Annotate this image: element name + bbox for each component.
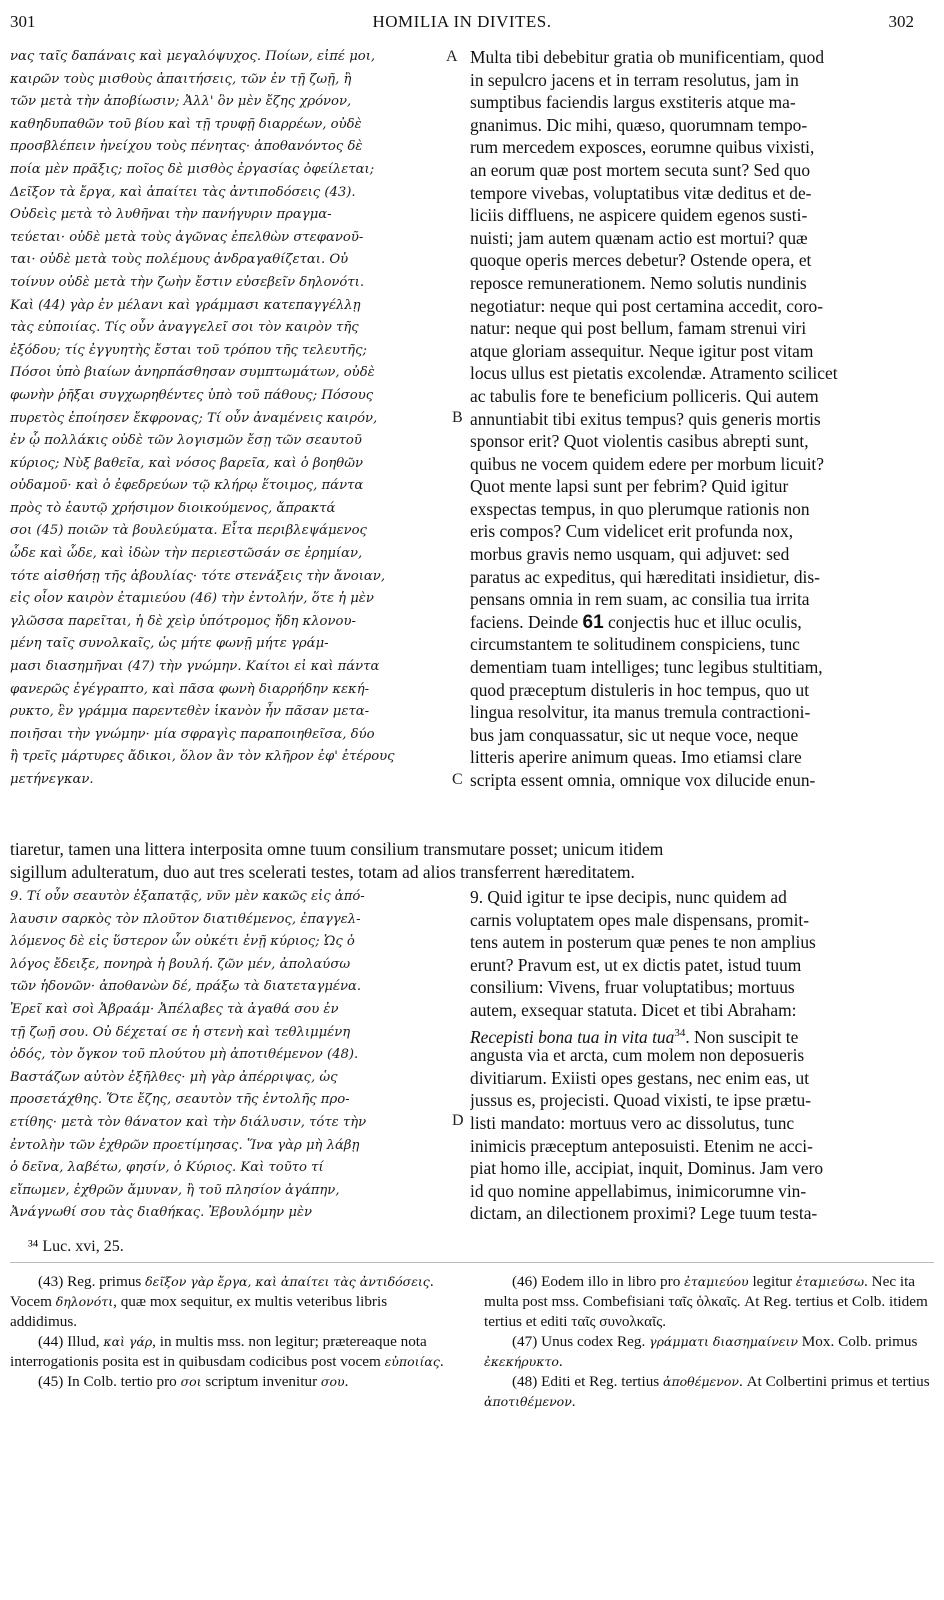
footnotes-left	[10, 1272, 450, 1392]
full-width-line: tiaretur, tamen una littera interposita omne tuum consilium transmutare posset; unicum itidem	[10, 839, 664, 859]
footnote-greek: σοι	[180, 1374, 202, 1389]
latin-line-text: litteris aperire animum queas. Imo etiamsi clare	[470, 747, 802, 768]
latin-line-text: morbus gravis nemo usquam, qui adjuvet: sed	[470, 544, 790, 565]
footnote-text: Mox. Colb. primus	[798, 1333, 918, 1350]
greek-line: τοίνυν οὐδὲ μετὰ τὴν ζωὴν ἔστιν εὐσεβεῖν δηλονότι.	[10, 274, 365, 290]
latin-line: jussus es, projecisti. Quoad vixisti, te ipse prætu-	[470, 1090, 812, 1111]
latin-line	[470, 204, 930, 227]
greek-line: εἰς οἷον καιρὸν ἐταμιεύου (46) τὴν ἐντολήν, ὅτε ἡ μὲν	[10, 591, 374, 607]
latin-line-text: scripta essent omnia, omnique vox dilucide enun-	[470, 770, 816, 790]
greek-line: τῶν μετὰ τὴν ἀποβίωσιν; Ἀλλ' ὃν μὲν ἔζης χρόνον,	[10, 94, 352, 110]
footnote-text: . Vocem	[10, 1273, 434, 1310]
latin-line	[470, 295, 930, 318]
footnote-text: (45) In Colb. tertio pro	[38, 1373, 181, 1390]
greek-line: τῶν ἡδονῶν· ἀποθανὼν δέ, πράξω τὰ διατεταγμένα.	[10, 979, 362, 995]
column-number: 61	[582, 611, 604, 633]
greek-line: τὰς εὐποιίας. Τίς οὖν ἀναγγελεῖ σοι τὸν καιρὸν τῆς	[10, 320, 359, 336]
greek-column-top	[10, 46, 450, 792]
latin-line	[470, 249, 930, 272]
full-width-line: sigillum adulteratum, duo aut tres scelerati testes, totam ad alios transferrent hæreditatem.	[10, 862, 635, 882]
latin-line: 9. Quid igitur te ipse decipis, nunc quidem ad	[470, 887, 787, 907]
greek-line: 9. Τί οὖν σεαυτὸν ἐξαπατᾷς, νῦν μὲν κακῶς εἰς ἀπό-	[10, 889, 365, 904]
latin-line	[470, 588, 930, 611]
latin-line: erunt? Pravum est, ut ex dictis patet, istud tuum	[470, 954, 802, 975]
footnote-text: . Nec ita multa post mss. Combefisiani ταῖς ὁλκαῖς. At Reg. tertius et Colb. itidem tertius et editi ταῖς συνολκαῖς.	[484, 1273, 928, 1330]
latin-line	[470, 340, 930, 363]
footnote	[10, 1272, 450, 1332]
greek-line: λόμενος δὲ εἰς ὕστερον ὧν οὐκέτι ἐνῇ κύριος; Ὡς ὁ	[10, 934, 355, 950]
latin-line-text: dementiam tuam intelliges; tunc legibus stultitiam,	[470, 657, 823, 678]
margin-marker-b: B	[452, 409, 463, 426]
page-number-right: 302	[888, 12, 914, 31]
latin-line-text: Quot mente lapsi sunt per febrim? Quid igitur	[470, 476, 789, 497]
footnote-greek: εὐποιίας	[384, 1354, 440, 1369]
greek-line: μετήνεγκαν.	[10, 772, 94, 787]
greek-line: καθηδυπαθῶν τοῦ βίου καὶ τῇ τρυφῇ διαρρέων, οὐδὲ	[10, 116, 362, 132]
greek-line: ἐξόδου; τίς ἐγγυητὴς ἔσται τοῦ τρόπου τῆς τελευτῆς;	[10, 342, 367, 358]
latin-line	[470, 182, 930, 205]
footnote	[10, 1332, 450, 1372]
latin-line	[470, 656, 930, 679]
footnote-text: legitur	[748, 1273, 796, 1290]
greek-line: ἢ τρεῖς μάρτυρες ἄδικοι, ὅλον ἂν τὸν κλῆρον ἐφ' ἑτέρους	[10, 749, 395, 765]
running-title: HOMILIA IN DIVITES.	[372, 12, 552, 31]
scripture-quote: Recepisti bona tua in vita tua	[470, 1026, 675, 1047]
latin-line	[470, 408, 930, 431]
latin-line-text: ac tabulis fore te beneficium polliceris. Qui autem	[470, 385, 819, 406]
greek-line: τεύεται· οὐδὲ μετὰ τοὺς ἀγῶνας ἐπελθὼν στεφανοῦ-	[10, 229, 364, 245]
latin-line	[470, 566, 930, 589]
latin-line	[470, 46, 930, 69]
latin-line: autem, exsequar statuta. Dicet et tibi Abraham:	[470, 999, 797, 1020]
footnote-greek: καὶ γάρ	[103, 1334, 153, 1349]
greek-line: μασι διασημῆναι (47) τὴν γνώμην. Καίτοι εἰ καὶ πάντα	[10, 659, 380, 675]
latin-line-text: pensans omnia in rem suam, ac consilia tua irrita	[470, 589, 810, 610]
page-number-left: 301	[10, 12, 36, 31]
latin-line: dictam, an dilectionem proximi? Lege tuum testa-	[470, 1203, 818, 1224]
footnote-text: , in multis mss. non legitur; prætereaque nota interrogationis posita est in quibusdam codicibus post vocem	[10, 1333, 427, 1370]
latin-line-text: Multa tibi debebitur gratia ob munificentiam, quod	[470, 47, 825, 67]
greek-line: προσετάχθης. Ὅτε ἔζης, σεαυτὸν τῆς ἐντολῆς προ-	[10, 1092, 350, 1108]
latin-line	[470, 701, 930, 724]
latin-line: tens autem in posterum quæ penes te non amplius	[470, 932, 816, 953]
latin-line	[470, 746, 930, 769]
greek-line: ὧδε καὶ ὧδε, καὶ ἰδὼν τὴν περιεστῶσάν σε ἐρημίαν,	[10, 546, 363, 562]
latin-line	[470, 769, 930, 792]
latin-line	[470, 543, 930, 566]
latin-line-text: faciens. Deinde	[470, 611, 579, 632]
footnote	[484, 1372, 934, 1412]
footnote-text: .	[439, 1353, 444, 1370]
greek-line: τότε αἰσθήσῃ τῆς ἀβουλίας· τότε στενάξεις τὴν ἄνοιαν,	[10, 568, 386, 584]
footnote-rule	[10, 1262, 934, 1263]
greek-line: μένη ταῖς συνολκαῖς, ὡς μήτε φωνῇ μήτε γράμ-	[10, 636, 329, 652]
footnote-greek: ἐταμιεύσω	[795, 1274, 865, 1289]
footnote-text: , quæ mox sequitur, ex multis veteribus libris addidimus.	[10, 1293, 388, 1330]
footnote	[10, 1372, 450, 1392]
greek-line: φανερῶς ἐγέγραπτο, καὶ πᾶσα φωνὴ διαρρήδην κεκή-	[10, 681, 370, 697]
footnote-text: .	[344, 1373, 349, 1390]
latin-line-text: . Non suscipit te	[685, 1026, 799, 1047]
latin-line-text: locus ullus est pietatis excolendæ. Atramento scilicet	[470, 363, 838, 384]
latin-line-text: bus jam conquassatur, sic ut neque voce, neque	[470, 724, 799, 745]
greek-line: Πόσοι ὑπὸ βιαίων ἀνηρπάσθησαν συμπτωμάτων, οὐδὲ	[10, 365, 375, 381]
latin-line-text: eris compos? Cum videlicet erit profunda nox,	[470, 521, 794, 542]
greek-line: εἴπωμεν, ἐχθρῶν ἄμυναν, ἢ τοῦ πλησίον ἀγάπην,	[10, 1182, 340, 1198]
latin-line	[470, 69, 930, 92]
latin-line	[470, 633, 930, 656]
footnote	[484, 1332, 934, 1372]
scripture-reference: ³⁴ Luc. xvi, 25.	[28, 1238, 124, 1255]
footnote-greek: ἐκεκήρυκτο	[484, 1354, 559, 1369]
latin-line-text: gnanimus. Dic mihi, quæso, quorumnam tempo-	[470, 114, 808, 135]
footnote	[484, 1272, 934, 1332]
latin-line	[470, 724, 930, 747]
latin-line	[470, 475, 930, 498]
latin-line-text: in sepulcro jacens et in terram resolutus, jam in	[470, 69, 799, 90]
greek-line: νας ταῖς δαπάναις καὶ μεγαλόψυχος. Ποίων, εἰπέ μοι,	[10, 49, 376, 64]
running-header	[10, 12, 914, 38]
greek-line: ὁ δεῖνα, λαβέτω, φησίν, ὁ Κύριος. Καὶ τοῦτο τί	[10, 1160, 324, 1176]
latin-line-text: sponsor erit? Quot violentis casibus abrepti sunt,	[470, 431, 809, 452]
greek-line: ἐν ᾧ πολλάκις οὐδὲ τῶν λογισμῶν ἔσῃ τῶν σεαυτοῦ	[10, 433, 362, 449]
latin-line-text: quod præceptum distuleris in hoc tempus, quo ut	[470, 679, 810, 700]
greek-line: Βαστάζων αὐτὸν ἐξῆλθες· μὴ γὰρ ἀπέρριψας, ὡς	[10, 1069, 338, 1085]
latin-line-text: atque gloriam assequitur. Neque igitur post vitam	[470, 340, 814, 361]
margin-marker-d: D	[452, 1112, 464, 1129]
latin-line: inimicis præceptum anteposuisti. Etenim ne acci-	[470, 1135, 813, 1156]
latin-line: angusta via et arcta, cum molem non deposueris	[470, 1045, 805, 1066]
latin-line-text: liciis diffluens, ne aspicere quidem egenos susti-	[470, 205, 808, 226]
latin-line	[470, 1022, 930, 1045]
latin-line: consilium: Vivens, fruar voluptatibus; mortuus	[470, 977, 795, 998]
footnote-text: (47) Unus codex Reg.	[512, 1333, 650, 1350]
latin-line	[470, 227, 930, 250]
latin-line-text: nuisti; jam autem quænam actio est mortui? quæ	[470, 227, 808, 248]
margin-marker-a: A	[446, 48, 458, 65]
greek-line: ρυκτο, ἓν γράμμα παρεντεθὲν ἱκανὸν ἦν πᾶσαν μετα-	[10, 704, 370, 720]
latin-line	[470, 679, 930, 702]
footnote-text: scriptum invenitur	[201, 1373, 321, 1390]
greek-line: Καὶ (44) γὰρ ἐν μέλανι καὶ γράμμασι κατεπαγγέλλῃ	[10, 297, 361, 313]
footnote-text: (46) Eodem illo in libro pro	[512, 1273, 685, 1290]
greek-line: προσβλέπειν ἠνείχου τοὺς πένητας· ἀποθανόντος δὲ	[10, 139, 363, 155]
greek-line: πρὸς τὸ ἑαυτῷ χρήσιμον διοικούμενος, ἄπρακτά	[10, 500, 336, 516]
latin-line	[470, 317, 930, 340]
greek-line: καιρῶν τοὺς μισθοὺς ἀπαιτήσεις, τῶν ἐν τῇ ζωῇ, ἢ	[10, 71, 352, 87]
latin-line: carnis voluptatem opes male dispensans, promit-	[470, 909, 810, 930]
latin-line-text: natur: neque qui post bellum, famam strenui viri	[470, 318, 807, 339]
latin-line-text: quoque operis merces debetur? Ostende opera, et	[470, 250, 812, 271]
latin-line	[470, 91, 930, 114]
footnote-greek: γράμματι διασημαίνειν	[649, 1334, 798, 1349]
footnote-text: . At Colbertini primus et tertius	[738, 1373, 930, 1390]
greek-line: ετίθης· μετὰ τὸν θάνατον καὶ τὴν διάλυσιν, τότε τὴν	[10, 1114, 367, 1130]
latin-line-text: paratus ac expeditus, qui hæreditati insidietur, dis-	[470, 566, 820, 587]
latin-line-text: annuntiabit tibi exitus tempus? quis generis mortis	[470, 408, 821, 429]
footnote-text: (43) Reg. primus	[38, 1273, 146, 1290]
footnote-text: (44) Illud,	[38, 1333, 104, 1350]
footnote-text: (48) Editi et Reg. tertius	[512, 1373, 663, 1390]
greek-column-bottom	[10, 886, 450, 1225]
latin-line: listi mandato: mortuus vero ac dissolutus, tunc	[470, 1112, 795, 1133]
latin-line	[470, 498, 930, 521]
latin-line-text: quibus ne vocem quidem edere per morbum licuit?	[470, 453, 824, 474]
latin-line	[470, 272, 930, 295]
greek-line: Ἀνάγνωθί σου τὰς διαθήκας. Ἐβουλόμην μὲν	[10, 1205, 312, 1221]
greek-line: λόγος ἔδειξε, πονηρὰ ἡ βουλή. ζῶν μέν, ἀπολαύσω	[10, 956, 351, 972]
footnotes-right	[484, 1272, 934, 1412]
latin-line-text: sumptibus faciendis largus exstiteris atque ma-	[470, 92, 796, 113]
greek-line: ὁδός, τὸν ὄγκον τοῦ πλούτου μὴ ἀποτιθέμενον (48).	[10, 1047, 359, 1063]
greek-line: γλῶσσα παρεῖται, ἡ δὲ χεὶρ ὑπότρομος ἤδη κλονου-	[10, 613, 356, 629]
greek-line: Ἐρεῖ καὶ σοὶ Ἀβραάμ· Ἀπέλαβες τὰ ἀγαθά σου ἐν	[10, 1001, 339, 1017]
greek-line: φωνὴν ῥῆξαι συγχωρηθέντες ὑπὸ τοῦ πάθους; Πόσους	[10, 387, 374, 403]
latin-column-bottom	[470, 886, 930, 1225]
latin-line: id quo nomine appellabimus, inimicorumne vin-	[470, 1180, 807, 1201]
latin-line	[470, 611, 930, 634]
greek-line: λαυσιν σαρκὸς τὸν πλοῦτον διατιθέμενος, ἐπαγγελ-	[10, 911, 361, 927]
footnote-text: .	[558, 1353, 563, 1370]
footnote-greek: δεῖξον γὰρ ἔργα, καὶ ἀπαίτει τὰς ἀντιδόσεις	[145, 1274, 430, 1289]
footnote-greek: ἐταμιεύου	[684, 1274, 749, 1289]
latin-line-text: tempore vivebas, voluptatibus vitæ deditus et de-	[470, 182, 812, 203]
greek-line: ται· οὐδὲ μετὰ τοὺς πολέμους ἀνδραγαθίζεται. Οὐ	[10, 252, 349, 268]
latin-line	[470, 430, 930, 453]
footnote-greek: ἀποθέμενον	[663, 1374, 739, 1389]
latin-line-text: circumstantem te solitudinem conspiciens, tunc	[470, 634, 800, 655]
greek-line: ποιῆσαι τὴν γνώμην· μία σφραγὶς παραποιηθεῖσα, δύο	[10, 726, 375, 742]
latin-line	[470, 114, 930, 137]
latin-line	[470, 136, 930, 159]
footnote-greek: ἀποτιθέμενον	[484, 1394, 572, 1409]
latin-line	[470, 159, 930, 182]
greek-line: σοι (45) ποιῶν τὰ βουλεύματα. Εἶτα περιβλεψάμενος	[10, 523, 367, 539]
greek-line: πυρετὸς ἐποίησεν ἔκφρονας; Τί οὖν ἀναμένεις καιρόν,	[10, 410, 378, 426]
latin-line	[470, 362, 930, 385]
footnote-greek: σου	[320, 1374, 345, 1389]
latin-line	[470, 520, 930, 543]
footnote-text: .	[571, 1393, 576, 1410]
greek-line: κύριος; Νὺξ βαθεῖα, καὶ νόσος βαρεῖα, καὶ ὁ βοηθῶν	[10, 455, 363, 471]
greek-line: ποία μὲν πρᾶξις; ποῖος δὲ μισθὸς ἐργασίας ὀφείλεται;	[10, 161, 375, 177]
latin-line-text: rum mercedem exposces, eorumne quibus vixisti,	[470, 137, 815, 158]
latin-line	[470, 453, 930, 476]
greek-line: Δεῖξον τὰ ἔργα, καὶ ἀπαίτει τὰς ἀντιποδόσεις (43).	[10, 184, 356, 200]
footnote-ref: 34	[674, 1026, 686, 1039]
footnote-greek: δηλονότι	[55, 1294, 114, 1309]
latin-line-text: negotiatur: neque qui post certamina accedit, coro-	[470, 295, 823, 316]
latin-line: divitiarum. Exiisti opes gestans, nec enim eas, ut	[470, 1067, 810, 1088]
latin-line-text: reposce remunerationem. Nemo solutis nundinis	[470, 272, 807, 293]
latin-column-top	[470, 46, 930, 792]
latin-line-text: lingua resolvitur, ita manus tremula contractioni-	[470, 702, 811, 723]
greek-line: Οὐδεὶς μετὰ τὸ λυθῆναι τὴν πανήγυριν πραγμα-	[10, 207, 332, 223]
margin-marker-c: C	[452, 771, 463, 788]
latin-line: piat homo ille, accipiat, inquit, Dominus. Jam vero	[470, 1158, 824, 1179]
full-width-latin	[10, 838, 934, 884]
greek-line: τῇ ζωῇ σου. Οὐ δέχεταί σε ἡ στενὴ καὶ τεθλιμμένη	[10, 1024, 351, 1040]
latin-line-text: exspectas tempus, in quo plerumque rationis non	[470, 498, 810, 519]
greek-line: ἐντολὴν τῶν ἐχθρῶν προετίμησας. Ἵνα γὰρ μὴ λάβῃ	[10, 1137, 360, 1153]
latin-line	[470, 385, 930, 408]
latin-line-text: conjectis huc et illuc oculis,	[608, 611, 802, 632]
greek-line: οὐδαμοῦ· καὶ ὁ ἐφεδρεύων τῷ κλήρῳ ἕτοιμος, πάντα	[10, 478, 364, 494]
latin-line-text: an eorum quæ post mortem secuta sunt? Sed quo	[470, 159, 811, 180]
